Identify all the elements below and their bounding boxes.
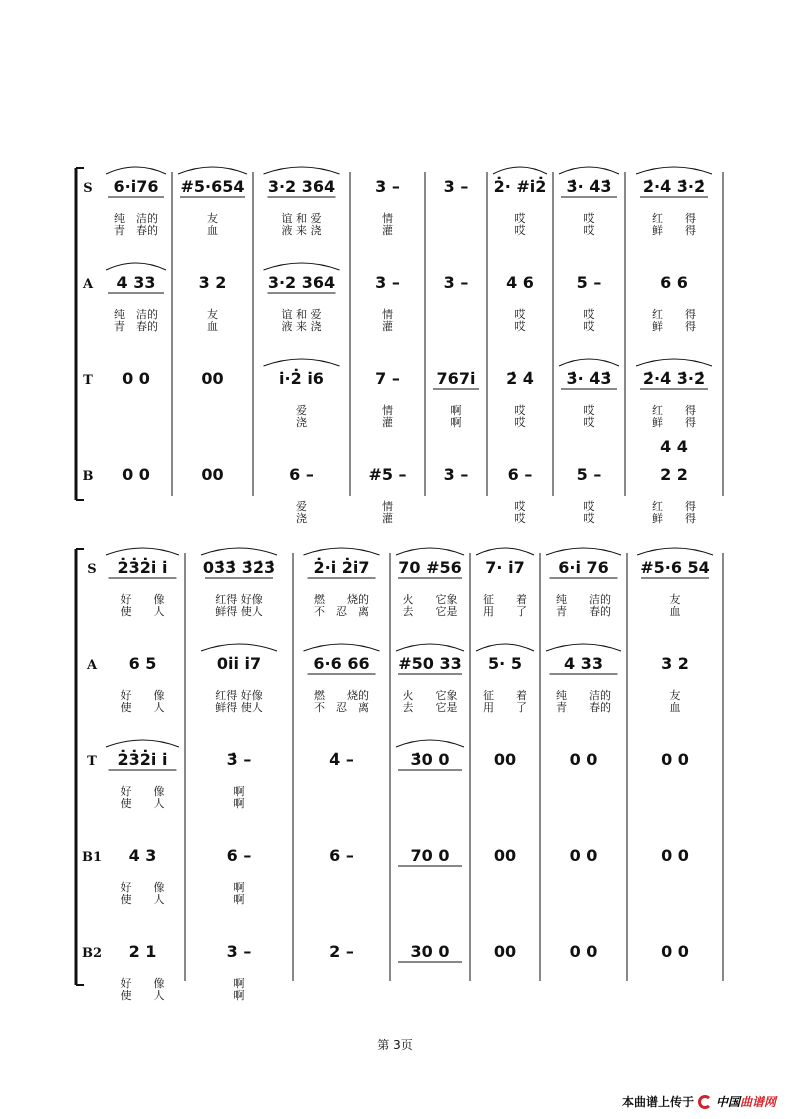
measure-notes: 2 1 xyxy=(128,942,157,961)
measure-notes: i̇·2̇ i̇6 xyxy=(279,369,324,388)
lyric-text: 啊 xyxy=(233,785,245,798)
slur xyxy=(396,548,464,555)
slur xyxy=(106,740,179,747)
slur xyxy=(546,548,621,555)
lyric-text: 哎 xyxy=(514,224,526,237)
measure-notes: 3 – xyxy=(443,273,469,292)
page-number: 第 3页 xyxy=(377,1038,413,1052)
site-brand[interactable]: 中国曲谱网 xyxy=(715,1095,776,1109)
lyric-text: 鲜 得 xyxy=(652,320,696,333)
lyric-text: 血 xyxy=(669,701,681,714)
measure-notes: 03̇3̇ 3̇2̇3̇ xyxy=(202,558,276,577)
measure-notes: 3 – xyxy=(443,465,469,484)
lyric-text: 哎 xyxy=(583,212,595,225)
measure-notes: #50 33 xyxy=(398,654,462,673)
lyric-text: 青 春的 xyxy=(114,224,158,237)
lyric-text: 红得 好像 xyxy=(215,593,263,606)
measure-notes: #5·654 xyxy=(180,177,245,196)
lyric-text: 灌 xyxy=(382,512,393,525)
lyric-text: 征 着 xyxy=(483,689,527,702)
lyric-text: 红 得 xyxy=(652,212,696,225)
measure-notes: 0 0 xyxy=(569,942,598,961)
measure-notes: 0 0 xyxy=(122,465,150,484)
lyric-text: 去 它是 xyxy=(402,605,458,618)
measure-notes: 2̇3̇2̇i̇ i̇ xyxy=(117,750,168,769)
lyric-text: 使 人 xyxy=(120,989,165,1002)
lyric-text: 爱 xyxy=(296,404,307,417)
lyric-text: 哎 xyxy=(514,308,526,321)
lyric-text: 使 人 xyxy=(120,701,165,714)
measure-notes: 4 33 xyxy=(116,273,156,292)
measure-notes: 6·i̇ 76 xyxy=(558,558,609,577)
measure-notes: 6·i̇76 xyxy=(113,177,159,196)
lyric-text: 谊 和 爱 xyxy=(281,308,322,321)
part-label: A xyxy=(86,658,98,673)
measure-notes: 2̇ 4̇ xyxy=(506,369,534,388)
lyric-text: 液 来 浇 xyxy=(281,224,322,237)
measure-notes: 4 3 xyxy=(128,846,157,865)
slur xyxy=(106,167,166,174)
measure-notes: 4 6 xyxy=(506,273,534,292)
lyric-text: 鲜 得 xyxy=(652,512,696,525)
lyric-text: 燃 烧的 xyxy=(314,689,369,702)
measure-notes: 00 xyxy=(493,846,517,865)
lyric-text: 哎 xyxy=(583,320,595,333)
slur xyxy=(396,740,464,747)
lyric-text: 血 xyxy=(207,224,218,237)
measure-notes: 3̇0 0 xyxy=(410,750,450,769)
measure-notes: 00 xyxy=(493,750,517,769)
measure-notes: 0 0 xyxy=(122,369,150,388)
lyric-text: 红 得 xyxy=(652,404,696,417)
measure-notes: 6 6 xyxy=(660,273,688,292)
slur xyxy=(304,644,380,651)
score-system xyxy=(76,167,723,500)
slur xyxy=(396,644,464,651)
measure-notes: 2̇3̇2̇i̇ i̇ xyxy=(117,558,168,577)
measure-notes: #5 – xyxy=(368,465,407,484)
measure-notes: 70 0 xyxy=(410,846,450,865)
lyric-text: 使 人 xyxy=(120,893,165,906)
lyric-text: 灌 xyxy=(382,416,393,429)
upper-notes: 4 4 xyxy=(660,437,688,456)
measure-notes: 7· i̇7 xyxy=(485,558,525,577)
lyric-text: 情 xyxy=(382,404,393,417)
lyric-text: 哎 xyxy=(514,320,526,333)
measure-notes: 6 – xyxy=(329,846,354,865)
measure-notes: 4̇ – xyxy=(329,750,354,769)
measure-notes: 0 0 xyxy=(569,846,598,865)
lyric-text: 啊 xyxy=(233,977,245,990)
lyric-text: 哎 xyxy=(583,224,595,237)
slur xyxy=(178,167,247,174)
lyric-text: 友 xyxy=(669,689,681,702)
slur xyxy=(264,263,340,270)
measure-notes: 3̇ – xyxy=(226,750,252,769)
measure-notes: 3 – xyxy=(375,273,400,292)
lyric-text: 火 它象 xyxy=(402,689,458,702)
lyric-text: 征 着 xyxy=(483,593,527,606)
measure-notes: 0 0 xyxy=(661,942,689,961)
lyric-text: 不 忍 离 xyxy=(314,605,369,618)
lyric-text: 纯 洁的 xyxy=(556,689,611,702)
lyric-text: 情 xyxy=(382,500,393,513)
measure-notes: 3̇· 4̇3̇ xyxy=(566,177,612,196)
lyric-text: 好 像 xyxy=(120,977,165,990)
lyric-text: 啊 xyxy=(233,797,245,810)
lyric-text: 红 得 xyxy=(652,500,696,513)
upload-footer xyxy=(622,1093,776,1110)
lyric-text: 好 像 xyxy=(120,881,165,894)
lyric-text: 好 像 xyxy=(120,593,165,606)
lyric-text: 青 春的 xyxy=(114,320,158,333)
lyric-text: 使 人 xyxy=(120,605,165,618)
part-label: B1 xyxy=(81,850,103,865)
measure-notes: 3 – xyxy=(443,177,469,196)
measure-notes: 70 #56 xyxy=(398,558,462,577)
slur xyxy=(637,548,713,555)
lyric-text: 使 人 xyxy=(120,797,165,810)
lyric-text: 哎 xyxy=(514,212,526,225)
lyric-text: 谊 和 爱 xyxy=(281,212,322,225)
lyric-text: 青 春的 xyxy=(556,605,611,618)
measure-notes: 5 – xyxy=(576,273,602,292)
lyric-text: 浇 xyxy=(296,512,307,525)
lyric-text: 哎 xyxy=(583,404,595,417)
lyric-text: 去 它是 xyxy=(402,701,458,714)
lyric-text: 哎 xyxy=(583,416,595,429)
lyric-text: 灌 xyxy=(382,224,393,237)
lyric-text: 红得 好像 xyxy=(215,689,263,702)
lyric-text: 鲜 得 xyxy=(652,416,696,429)
slur xyxy=(264,359,340,366)
measure-notes: 2̇· #i̇2̇ xyxy=(493,177,547,196)
lyric-text: 不 忍 离 xyxy=(314,701,369,714)
slur xyxy=(106,263,166,270)
measure-notes: 6 5 xyxy=(128,654,157,673)
lyric-text: 血 xyxy=(207,320,218,333)
measure-notes: 3 – xyxy=(226,942,252,961)
measure-notes: 3 – xyxy=(375,177,400,196)
lyric-text: 纯 洁的 xyxy=(556,593,611,606)
measure-notes: 0 0 xyxy=(661,846,689,865)
lyric-text: 哎 xyxy=(514,404,526,417)
lyric-text: 火 它象 xyxy=(402,593,458,606)
lyric-text: 哎 xyxy=(514,500,526,513)
lyric-text: 情 xyxy=(382,212,393,225)
slur xyxy=(559,359,619,366)
measure-notes: 0 0 xyxy=(661,750,689,769)
lyric-text: 灌 xyxy=(382,320,393,333)
measure-notes: 4 33 xyxy=(564,654,603,673)
part-label: B2 xyxy=(81,946,103,961)
lyric-text: 鲜得 使人 xyxy=(215,701,263,714)
slur xyxy=(559,167,619,174)
lyric-text: 友 xyxy=(669,593,681,606)
lyric-text: 纯 洁的 xyxy=(114,212,158,225)
measure-notes: 6 – xyxy=(507,465,533,484)
measure-notes: 5 – xyxy=(576,465,602,484)
measure-notes: 3̇· 4̇3̇ xyxy=(566,369,612,388)
lyric-text: 血 xyxy=(669,605,681,618)
slur xyxy=(476,548,534,555)
lyric-text: 哎 xyxy=(514,416,526,429)
slur xyxy=(636,359,712,366)
measure-notes: 0i̇i̇ i̇7 xyxy=(216,654,262,673)
part-label: S xyxy=(83,181,93,196)
measure-notes: 3·2 364 xyxy=(267,273,336,292)
measure-notes: #5·6 54 xyxy=(640,558,710,577)
lyric-text: 浇 xyxy=(296,416,307,429)
lyric-text: 好 像 xyxy=(120,785,165,798)
measure-notes: 5· 5 xyxy=(488,654,522,673)
lyric-text: 青 春的 xyxy=(556,701,611,714)
measure-notes: 7 – xyxy=(375,369,400,388)
slur xyxy=(201,644,277,651)
score-system xyxy=(76,548,723,985)
measure-notes: 6 – xyxy=(289,465,314,484)
lyric-text: 哎 xyxy=(583,500,595,513)
lyric-text: 纯 洁的 xyxy=(114,308,158,321)
lyric-text: 鲜得 使人 xyxy=(215,605,263,618)
lyric-text: 哎 xyxy=(514,512,526,525)
lyric-text: 鲜 得 xyxy=(652,224,696,237)
lyric-text: 啊 xyxy=(450,416,462,429)
slur xyxy=(264,167,340,174)
measure-notes: 3·2 364 xyxy=(267,177,336,196)
slur xyxy=(476,644,534,651)
lyric-text: 用 了 xyxy=(483,605,527,618)
slur xyxy=(493,167,547,174)
measure-notes: 767i̇ xyxy=(436,369,476,388)
lyric-text: 哎 xyxy=(583,512,595,525)
measure-notes: 6·6 66 xyxy=(313,654,370,673)
measure-notes: 00 xyxy=(493,942,517,961)
lyric-text: 友 xyxy=(207,212,218,225)
lyric-text: 哎 xyxy=(583,308,595,321)
measure-notes: 6 – xyxy=(226,846,252,865)
slur xyxy=(546,644,621,651)
measure-notes: 3 2 xyxy=(198,273,227,292)
lyric-text: 啊 xyxy=(233,989,245,1002)
measure-notes: 2 2 xyxy=(660,465,688,484)
measure-notes: 2̇·i̇ 2̇i̇7 xyxy=(313,558,370,577)
lyric-text: 液 来 浇 xyxy=(281,320,322,333)
swirl-logo-icon xyxy=(698,1095,712,1109)
measure-notes: 2̇·4̇ 3̇·2̇ xyxy=(642,177,706,196)
measure-notes: 30 0 xyxy=(410,942,450,961)
lyric-text: 情 xyxy=(382,308,393,321)
measure-notes: 3 2 xyxy=(661,654,689,673)
slur xyxy=(304,548,380,555)
part-label: A xyxy=(82,277,94,292)
lyric-text: 啊 xyxy=(450,404,462,417)
footer-prefix: 本曲谱上传于 xyxy=(621,1095,694,1109)
measure-notes: 2 – xyxy=(329,942,354,961)
lyric-text: 爱 xyxy=(296,500,307,513)
lyric-text: 用 了 xyxy=(483,701,527,714)
part-label: T xyxy=(87,754,97,769)
lyric-text: 红 得 xyxy=(652,308,696,321)
measure-notes: 2̇·4̇ 3̇·2̇ xyxy=(642,369,706,388)
measure-notes: 00 xyxy=(201,369,224,388)
slur xyxy=(201,548,277,555)
lyric-text: 啊 xyxy=(233,881,245,894)
lyric-text: 好 像 xyxy=(120,689,165,702)
part-label: B xyxy=(82,469,94,484)
slur xyxy=(106,548,179,555)
lyric-text: 燃 烧的 xyxy=(314,593,369,606)
lyric-text: 友 xyxy=(207,308,218,321)
part-label: S xyxy=(87,562,97,577)
measure-notes: 0 0 xyxy=(569,750,598,769)
lyric-text: 啊 xyxy=(233,893,245,906)
part-label: T xyxy=(83,373,93,388)
measure-notes: 00 xyxy=(201,465,224,484)
slur xyxy=(636,167,712,174)
